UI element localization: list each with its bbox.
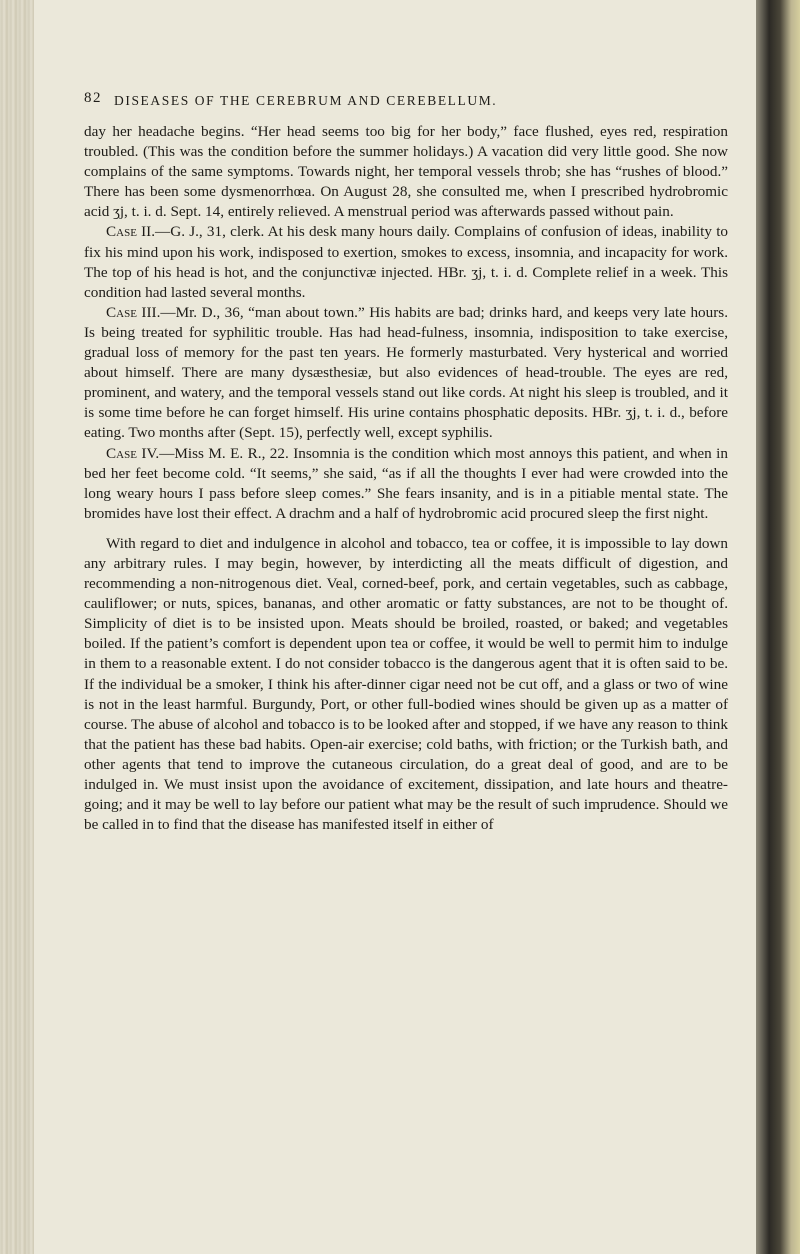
binding-edge: [0, 0, 34, 1254]
case-3-paragraph: [84, 303, 728, 444]
case-label: Case IV.: [106, 444, 160, 462]
case-label: Case III.: [106, 303, 161, 321]
page-number: 82: [84, 90, 102, 106]
body-text: [84, 122, 728, 835]
case-4-paragraph: [84, 444, 728, 524]
paragraph-1: [84, 122, 728, 222]
paragraph-text: —Mr. D., 36, “man about town.” His habits are bad; drinks hard, and keeps very late hours. Is being treated for syphilitic trouble. Has had head-fulness, insomnia, indisposition to take exercise, gradual loss of memory for the past ten years. He formerly masturbated. Very hysterical and worried about himself. There are many dysæsthesiæ, but also evidences of head-trouble. The eyes are red, prominent, and watery, and the temporal vessels stand out like cords. At night his sleep is troubled, and it is some time before he can forget himself. His urine contains phosphatic deposits. HBr. ʒj, t. i. d., before eating. Two months after (Sept. 15), perfectly well, except syphilis.: [84, 303, 728, 442]
case-2-paragraph: [84, 222, 728, 302]
header-title: DISEASES OF THE CEREBRUM AND CEREBELLUM.: [114, 93, 498, 108]
case-label: Case II.: [106, 223, 156, 241]
page-edge-shadow: [756, 0, 800, 1254]
paragraph-text: With regard to diet and indulgence in alcohol and tobacco, tea or coffee, it is impossible to lay down any arbitrary rules. I may begin, however, by interdicting all the meats difficult of digestion, and recommending a non-nitrogenous diet. Veal, corned-beef, pork, and certain vegetables, such as cabbage, cauliflower; or nuts, spices, bananas, and other aromatic or fatty substances, are not to be thought of. Simplicity of diet is to be insisted upon. Meats should be broiled, roasted, or baked; and vegetables boiled. If the patient’s comfort is dependent upon tea or coffee, it would be well to permit him to indulge in them to a reasonable extent. I do not consider tobacco is the dangerous agent that it is often said to be. If the individual be a smoker, I think his after-dinner cigar need not be cut off, and a glass or two of wine is not in the least harmful. Burgundy, Port, or other full-bodied wines should be given up as a matter of course. The abuse of alcohol and tobacco is to be looked after and stopped, if we have any reason to think that the patient has these bad habits. Open-air exercise; cold baths, with friction; or the Turkish bath, and other agents that tend to improve the cutaneous circulation, do a great deal of good, and are to be indulged in. We must insist upon the avoidance of excitement, dissipation, and late hours and theatre-going; and it may be well to lay before our patient what may be the result of such imprudence. Should we be called in to find that the disease has manifested itself in either of: [84, 534, 728, 834]
paragraph-text: —Miss M. E. R., 22. Insomnia is the condition which most annoys this patient, and when in bed her feet become cold. “It seems,” she said, “as if all the thoughts I ever had were crowded into the long weary hours I pass before sleep comes.” She fears insanity, and is in a pitiable mental state. The bromides have lost their effect. A drachm and a half of hydrobromic acid procured sleep the first night.: [84, 444, 728, 522]
paragraph-text: day her headache begins. “Her head seems too big for her body,” face flushed, eyes red, respiration troubled. (This was the condition before the summer holidays.) A vacation did very little good. She now complains of the same symptoms. Towards night, her temporal vessels throb; she has “rushes of blood.” There has been some dysmenorrhœa. On August 28, she consulted me, when I prescribed hydrobromic acid ʒj, t. i. d. Sept. 14, entirely relieved. A menstrual period was afterwards passed without pain.: [84, 123, 728, 221]
diet-paragraph: [84, 534, 728, 835]
paragraph-text: —G. J., 31, clerk. At his desk many hours daily. Complains of confusion of ideas, inability to fix his mind upon his work, indisposed to exertion, smokes to excess, insomnia, and incapacity for work. The top of his head is hot, and the conjunctivæ injected. HBr. ʒj, t. i. d. Complete relief in a week. This condition had lasted several months.: [84, 223, 729, 301]
